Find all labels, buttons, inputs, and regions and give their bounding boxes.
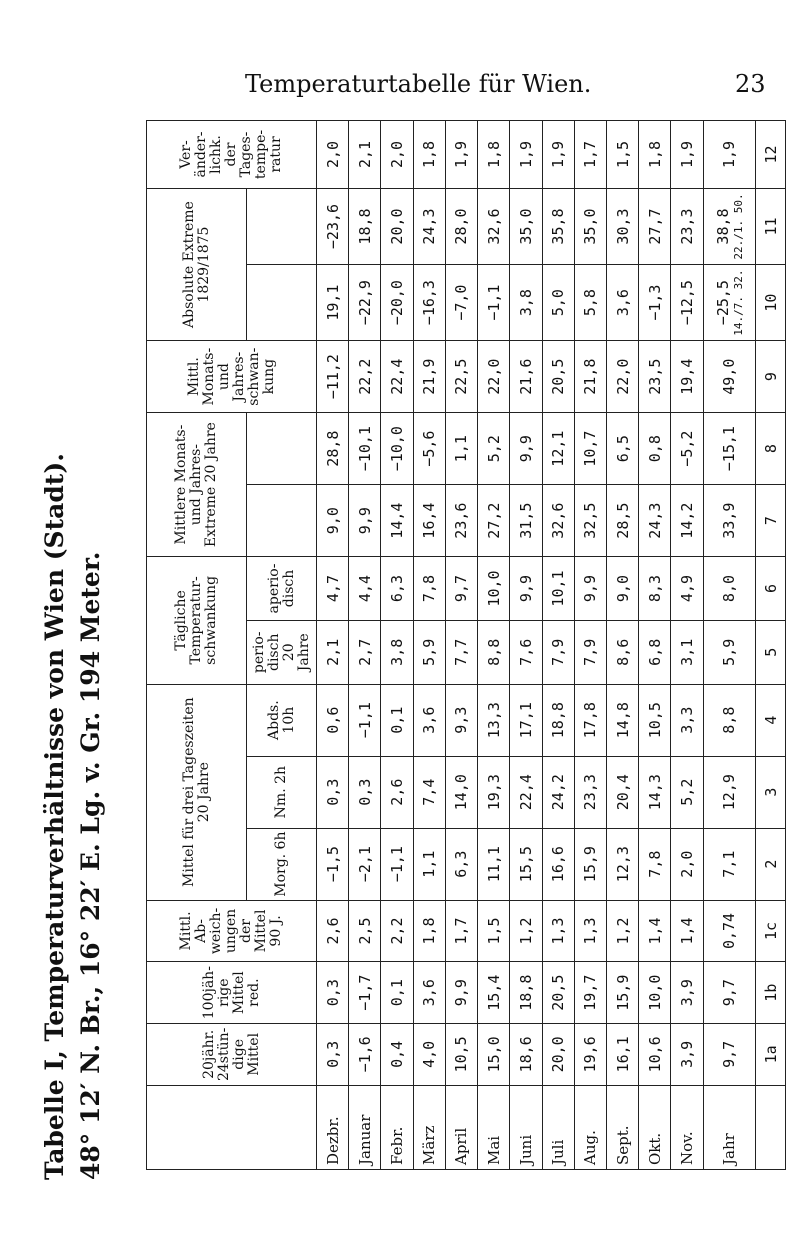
cell-abds: 13,3 bbox=[478, 684, 510, 756]
cell-periodisch: 8,6 bbox=[606, 620, 638, 684]
cell-ext-min: 28,8 bbox=[317, 413, 349, 485]
col-month bbox=[147, 1085, 317, 1169]
cell-20j: 10,5 bbox=[445, 1024, 477, 1086]
cell-100j: −1,7 bbox=[349, 962, 381, 1024]
cell-aperiodisch: 10,1 bbox=[542, 557, 574, 621]
col-number: 11 bbox=[756, 188, 786, 264]
cell-aperiodisch: 6,3 bbox=[381, 557, 413, 621]
col-number: 12 bbox=[756, 121, 786, 189]
cell-month: Okt. bbox=[639, 1085, 671, 1169]
cell-ext-min: 1,1 bbox=[445, 413, 477, 485]
cell-100j: 9,7 bbox=[703, 962, 755, 1024]
cell-abweichung: 1,3 bbox=[542, 900, 574, 962]
col-tageszeiten: Mittel für drei Tageszeiten 20 Jahre bbox=[147, 684, 247, 900]
col-veraenderlichkeit: Ver-änder-lichk. der Tages-tempe-ratur bbox=[147, 121, 317, 189]
cell-periodisch: 8,8 bbox=[478, 620, 510, 684]
cell-abs-min: 23,3 bbox=[671, 188, 703, 264]
col-number: 2 bbox=[756, 828, 786, 900]
cell-veraenderlichkeit: 1,9 bbox=[542, 121, 574, 189]
cell-schwankung: 20,5 bbox=[542, 341, 574, 413]
col-number: 1b bbox=[756, 962, 786, 1024]
cell-nm: 23,3 bbox=[574, 756, 606, 828]
cell-ext-min: −5,2 bbox=[671, 413, 703, 485]
cell-abds: −1,1 bbox=[349, 684, 381, 756]
col-100j-mittel: 100jäh-rige Mittel red. bbox=[147, 962, 317, 1024]
cell-abds: 0,6 bbox=[317, 684, 349, 756]
col-number: 7 bbox=[756, 485, 786, 557]
cell-100j: 0,1 bbox=[381, 962, 413, 1024]
cell-abds: 3,3 bbox=[671, 684, 703, 756]
cell-nm: 5,2 bbox=[671, 756, 703, 828]
col-number: 1c bbox=[756, 900, 786, 962]
cell-aperiodisch: 7,8 bbox=[413, 557, 445, 621]
cell-morg: 11,1 bbox=[478, 828, 510, 900]
cell-20j: −1,6 bbox=[349, 1024, 381, 1086]
cell-abweichung: 1,7 bbox=[445, 900, 477, 962]
cell-aperiodisch: 9,9 bbox=[574, 557, 606, 621]
table-row bbox=[478, 121, 510, 1170]
cell-abweichung: 1,4 bbox=[671, 900, 703, 962]
cell-abds: 17,1 bbox=[510, 684, 542, 756]
cell-ext-max: 16,4 bbox=[413, 485, 445, 557]
table-row bbox=[703, 121, 755, 1170]
cell-morg: −2,1 bbox=[349, 828, 381, 900]
cell-ext-max: 27,2 bbox=[478, 485, 510, 557]
col-aperiodisch: aperio-disch bbox=[247, 557, 317, 621]
cell-nm: 14,0 bbox=[445, 756, 477, 828]
cell-month: März bbox=[413, 1085, 445, 1169]
col-number: 10 bbox=[756, 265, 786, 341]
col-abds: Abds. 10h bbox=[247, 684, 317, 756]
cell-20j: 3,9 bbox=[671, 1024, 703, 1086]
cell-ext-max: 28,5 bbox=[606, 485, 638, 557]
cell-ext-min: 5,2 bbox=[478, 413, 510, 485]
table-row bbox=[510, 121, 542, 1170]
table-row bbox=[671, 121, 703, 1170]
col-number: 1a bbox=[756, 1024, 786, 1086]
col-nm: Nm. 2h bbox=[247, 756, 317, 828]
cell-abweichung: 1,8 bbox=[413, 900, 445, 962]
cell-morg: 16,6 bbox=[542, 828, 574, 900]
cell-month: Januar bbox=[349, 1085, 381, 1169]
cell-periodisch: 2,7 bbox=[349, 620, 381, 684]
cell-ext-max: 9,9 bbox=[349, 485, 381, 557]
cell-schwankung: 22,0 bbox=[606, 341, 638, 413]
cell-month: Jahr bbox=[703, 1085, 755, 1169]
cell-nm: 0,3 bbox=[317, 756, 349, 828]
cell-ext-min: 9,9 bbox=[510, 413, 542, 485]
col-abweichungen: Mittl. Ab-weich-ungen der Mittel 90 J. bbox=[147, 900, 317, 962]
cell-veraenderlichkeit: 1,9 bbox=[445, 121, 477, 189]
cell-veraenderlichkeit: 2,0 bbox=[381, 121, 413, 189]
col-morg: Morg. 6h bbox=[247, 828, 317, 900]
cell-aperiodisch: 4,9 bbox=[671, 557, 703, 621]
cell-nm: 19,3 bbox=[478, 756, 510, 828]
cell-100j: 3,9 bbox=[671, 962, 703, 1024]
cell-abds: 9,3 bbox=[445, 684, 477, 756]
cell-abds: 3,6 bbox=[413, 684, 445, 756]
cell-periodisch: 3,1 bbox=[671, 620, 703, 684]
cell-month: Sept. bbox=[606, 1085, 638, 1169]
cell-month: Mai bbox=[478, 1085, 510, 1169]
cell-20j: 0,4 bbox=[381, 1024, 413, 1086]
cell-20j: 16,1 bbox=[606, 1024, 638, 1086]
cell-abs-max: −16,3 bbox=[413, 265, 445, 341]
cell-schwankung: 22,2 bbox=[349, 341, 381, 413]
cell-abs-min: 30,3 bbox=[606, 188, 638, 264]
cell-ext-min: −15,1 bbox=[703, 413, 755, 485]
cell-morg: 1,1 bbox=[413, 828, 445, 900]
cell-veraenderlichkeit: 1,5 bbox=[606, 121, 638, 189]
cell-abs-min: 35,0 bbox=[574, 188, 606, 264]
cell-morg: 7,1 bbox=[703, 828, 755, 900]
cell-month: Juni bbox=[510, 1085, 542, 1169]
cell-nm: 24,2 bbox=[542, 756, 574, 828]
table-row bbox=[381, 121, 413, 1170]
cell-veraenderlichkeit: 1,7 bbox=[574, 121, 606, 189]
table-row bbox=[756, 121, 786, 1170]
cell-ext-max: 14,4 bbox=[381, 485, 413, 557]
cell-100j: 18,8 bbox=[510, 962, 542, 1024]
table-row bbox=[574, 121, 606, 1170]
cell-abs-min: 32,6 bbox=[478, 188, 510, 264]
cell-ext-min: 0,8 bbox=[639, 413, 671, 485]
cell-aperiodisch: 10,0 bbox=[478, 557, 510, 621]
extreme-date: 14./7. 32. bbox=[731, 269, 745, 336]
cell-abs-min: −23,6 bbox=[317, 188, 349, 264]
col-number: 8 bbox=[756, 413, 786, 485]
running-title: Temperaturtabelle für Wien. bbox=[245, 70, 592, 98]
cell-20j: 18,6 bbox=[510, 1024, 542, 1086]
col-number: 4 bbox=[756, 684, 786, 756]
col-number: 5 bbox=[756, 620, 786, 684]
cell-ext-max: 32,6 bbox=[542, 485, 574, 557]
cell-aperiodisch: 9,0 bbox=[606, 557, 638, 621]
cell-nm: 22,4 bbox=[510, 756, 542, 828]
table-row bbox=[639, 121, 671, 1170]
cell-aperiodisch: 4,7 bbox=[317, 557, 349, 621]
cell-veraenderlichkeit: 1,8 bbox=[478, 121, 510, 189]
cell-ext-min: −10,1 bbox=[349, 413, 381, 485]
cell-ext-max: 33,9 bbox=[703, 485, 755, 557]
cell-periodisch: 6,8 bbox=[639, 620, 671, 684]
cell-veraenderlichkeit: 1,9 bbox=[703, 121, 755, 189]
cell-ext-min: 6,5 bbox=[606, 413, 638, 485]
cell-abs-max: −1,1 bbox=[478, 265, 510, 341]
cell-schwankung: 22,0 bbox=[478, 341, 510, 413]
temperature-table bbox=[146, 120, 786, 1170]
cell-veraenderlichkeit: 1,8 bbox=[639, 121, 671, 189]
cell-abs-min: 38,8 22./1. 50. bbox=[703, 188, 755, 264]
col-abs-min bbox=[247, 188, 317, 264]
cell-morg: 15,9 bbox=[574, 828, 606, 900]
col-periodisch: perio-disch 20 Jahre bbox=[247, 620, 317, 684]
cell-periodisch: 5,9 bbox=[703, 620, 755, 684]
cell-100j: 15,9 bbox=[606, 962, 638, 1024]
cell-abweichung: 2,5 bbox=[349, 900, 381, 962]
cell-veraenderlichkeit: 1,8 bbox=[413, 121, 445, 189]
cell-100j: 15,4 bbox=[478, 962, 510, 1024]
cell-abds: 0,1 bbox=[381, 684, 413, 756]
cell-100j: 0,3 bbox=[317, 962, 349, 1024]
cell-ext-max: 14,2 bbox=[671, 485, 703, 557]
cell-abds: 18,8 bbox=[542, 684, 574, 756]
cell-nm: 2,6 bbox=[381, 756, 413, 828]
cell-schwankung: −11,2 bbox=[317, 341, 349, 413]
cell-abs-max: −25,5 14./7. 32. bbox=[703, 265, 755, 341]
cell-schwankung: 22,5 bbox=[445, 341, 477, 413]
cell-schwankung: 21,8 bbox=[574, 341, 606, 413]
cell-abweichung: 0,74 bbox=[703, 900, 755, 962]
cell-abs-min: 28,0 bbox=[445, 188, 477, 264]
col-absolute-extreme: Absolute Extreme 1829/1875 bbox=[147, 188, 247, 340]
col-monats-schwankung: Mittl. Monats- und Jahres-schwan-kung bbox=[147, 341, 317, 413]
cell-abweichung: 2,6 bbox=[317, 900, 349, 962]
cell-abs-min: 24,3 bbox=[413, 188, 445, 264]
cell-abds: 8,8 bbox=[703, 684, 755, 756]
cell-ext-max: 31,5 bbox=[510, 485, 542, 557]
col-ext-min bbox=[247, 413, 317, 485]
cell-month: Aug. bbox=[574, 1085, 606, 1169]
title-line-2: 48° 12′ N. Br., 16° 22′ E. Lg. v. Gr. 194 Meter. bbox=[76, 551, 105, 1180]
cell-abs-min: 35,8 bbox=[542, 188, 574, 264]
table-row bbox=[445, 121, 477, 1170]
cell-morg: 2,0 bbox=[671, 828, 703, 900]
cell-aperiodisch: 4,4 bbox=[349, 557, 381, 621]
cell-veraenderlichkeit: 2,0 bbox=[317, 121, 349, 189]
table-row bbox=[349, 121, 381, 1170]
table-row bbox=[317, 121, 349, 1170]
col-monats-extreme: Mittlere Monats- und Jahres-Extreme 20 Jahre bbox=[147, 413, 247, 557]
cell-morg: 15,5 bbox=[510, 828, 542, 900]
cell-abweichung: 1,2 bbox=[510, 900, 542, 962]
cell-abs-max: 5,0 bbox=[542, 265, 574, 341]
cell-schwankung: 49,0 bbox=[703, 341, 755, 413]
cell-periodisch: 7,9 bbox=[574, 620, 606, 684]
cell-20j: 19,6 bbox=[574, 1024, 606, 1086]
cell-ext-min: −10,0 bbox=[381, 413, 413, 485]
cell-100j: 10,0 bbox=[639, 962, 671, 1024]
cell-schwankung: 21,9 bbox=[413, 341, 445, 413]
cell-periodisch: 7,6 bbox=[510, 620, 542, 684]
cell-month: Dezbr. bbox=[317, 1085, 349, 1169]
table-row bbox=[606, 121, 638, 1170]
cell-ext-max: 24,3 bbox=[639, 485, 671, 557]
cell-abweichung: 1,2 bbox=[606, 900, 638, 962]
cell-20j: 20,0 bbox=[542, 1024, 574, 1086]
table-row bbox=[542, 121, 574, 1170]
cell-abs-max: 3,6 bbox=[606, 265, 638, 341]
cell-abs-max: −20,0 bbox=[381, 265, 413, 341]
cell-abs-max: 19,1 bbox=[317, 265, 349, 341]
cell-abds: 10,5 bbox=[639, 684, 671, 756]
cell-month: Febr. bbox=[381, 1085, 413, 1169]
cell-veraenderlichkeit: 2,1 bbox=[349, 121, 381, 189]
cell-month: Juli bbox=[542, 1085, 574, 1169]
col-number: 9 bbox=[756, 341, 786, 413]
cell-nm: 0,3 bbox=[349, 756, 381, 828]
cell-abds: 14,8 bbox=[606, 684, 638, 756]
cell-20j: 15,0 bbox=[478, 1024, 510, 1086]
cell-periodisch: 7,7 bbox=[445, 620, 477, 684]
cell-nm: 14,3 bbox=[639, 756, 671, 828]
cell-abds: 17,8 bbox=[574, 684, 606, 756]
cell-periodisch: 2,1 bbox=[317, 620, 349, 684]
cell-abweichung: 1,3 bbox=[574, 900, 606, 962]
cell-aperiodisch: 8,3 bbox=[639, 557, 671, 621]
cell-morg: 6,3 bbox=[445, 828, 477, 900]
cell-aperiodisch: 8,0 bbox=[703, 557, 755, 621]
cell-100j: 9,9 bbox=[445, 962, 477, 1024]
col-number: 3 bbox=[756, 756, 786, 828]
title-line-1: Tabelle I, Temperaturverhältnisse von Wien (Stadt). bbox=[40, 453, 69, 1180]
cell-periodisch: 3,8 bbox=[381, 620, 413, 684]
cell-veraenderlichkeit: 1,9 bbox=[510, 121, 542, 189]
col-ext-max bbox=[247, 485, 317, 557]
cell-schwankung: 19,4 bbox=[671, 341, 703, 413]
col-schwankung: Tägliche Temperatur-schwankung bbox=[147, 557, 247, 685]
cell-month: Nov. bbox=[671, 1085, 703, 1169]
cell-abs-min: 18,8 bbox=[349, 188, 381, 264]
cell-ext-min: 12,1 bbox=[542, 413, 574, 485]
cell-ext-min: −5,6 bbox=[413, 413, 445, 485]
cell-periodisch: 5,9 bbox=[413, 620, 445, 684]
cell-100j: 19,7 bbox=[574, 962, 606, 1024]
cell-20j: 0,3 bbox=[317, 1024, 349, 1086]
cell-schwankung: 21,6 bbox=[510, 341, 542, 413]
cell-nm: 7,4 bbox=[413, 756, 445, 828]
cell-abs-min: 35,0 bbox=[510, 188, 542, 264]
cell-nm: 12,9 bbox=[703, 756, 755, 828]
cell-morg: −1,5 bbox=[317, 828, 349, 900]
table-row bbox=[413, 121, 445, 1170]
cell-ext-max: 9,0 bbox=[317, 485, 349, 557]
cell-nm: 20,4 bbox=[606, 756, 638, 828]
cell-abs-max: −12,5 bbox=[671, 265, 703, 341]
cell-abweichung: 1,4 bbox=[639, 900, 671, 962]
cell-morg: 7,8 bbox=[639, 828, 671, 900]
cell-abweichung: 1,5 bbox=[478, 900, 510, 962]
cell-aperiodisch: 9,7 bbox=[445, 557, 477, 621]
cell-periodisch: 7,9 bbox=[542, 620, 574, 684]
page-number: 23 bbox=[735, 70, 766, 98]
col-20j-mittel: 20jähr. 24stün-dige Mittel bbox=[147, 1024, 317, 1086]
cell-20j: 10,6 bbox=[639, 1024, 671, 1086]
cell-morg: −1,1 bbox=[381, 828, 413, 900]
cell-ext-min: 10,7 bbox=[574, 413, 606, 485]
col-abs-max bbox=[247, 265, 317, 341]
cell-schwankung: 22,4 bbox=[381, 341, 413, 413]
cell-abs-max: 5,8 bbox=[574, 265, 606, 341]
cell-20j: 9,7 bbox=[703, 1024, 755, 1086]
cell-20j: 4,0 bbox=[413, 1024, 445, 1086]
cell-month bbox=[756, 1085, 786, 1169]
cell-abs-max: −1,3 bbox=[639, 265, 671, 341]
cell-month: April bbox=[445, 1085, 477, 1169]
cell-abs-min: 27,7 bbox=[639, 188, 671, 264]
cell-100j: 20,5 bbox=[542, 962, 574, 1024]
extreme-date: 22./1. 50. bbox=[731, 193, 745, 260]
cell-abs-max: 3,8 bbox=[510, 265, 542, 341]
cell-veraenderlichkeit: 1,9 bbox=[671, 121, 703, 189]
cell-abs-min: 20,0 bbox=[381, 188, 413, 264]
col-number: 6 bbox=[756, 557, 786, 621]
cell-abweichung: 2,2 bbox=[381, 900, 413, 962]
cell-ext-max: 32,5 bbox=[574, 485, 606, 557]
cell-aperiodisch: 9,9 bbox=[510, 557, 542, 621]
cell-abs-max: −22,9 bbox=[349, 265, 381, 341]
cell-100j: 3,6 bbox=[413, 962, 445, 1024]
cell-ext-max: 23,6 bbox=[445, 485, 477, 557]
cell-abs-max: −7,0 bbox=[445, 265, 477, 341]
cell-morg: 12,3 bbox=[606, 828, 638, 900]
cell-schwankung: 23,5 bbox=[639, 341, 671, 413]
